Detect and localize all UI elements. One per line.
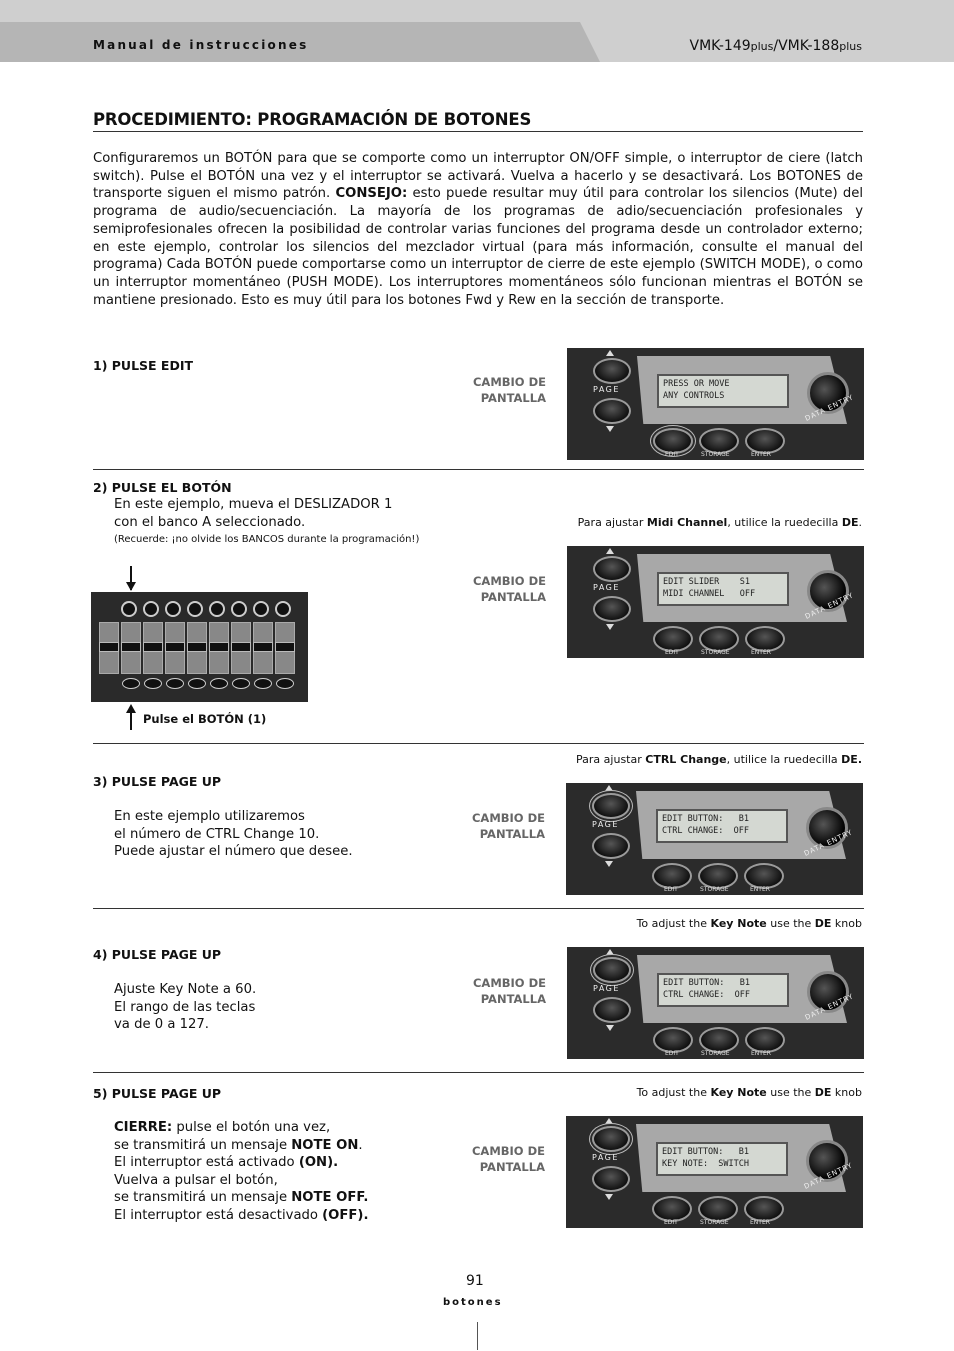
cambio-label-5: CAMBIO DE PANTALLA [471,1144,545,1174]
panel-3: PAGE EDIT BUTTON: B1 CTRL CHANGE: OFF DATA ENTRY EDIT STORAGE ENTER [566,783,863,895]
lcd-screen-5: EDIT BUTTON: B1 KEY NOTE: SWITCH [656,1142,788,1176]
step-2-note: (Recuerde: ¡no olvide los BANCOS durante la programación!) [114,534,420,545]
panel-1: PAGE PRESS OR MOVE ANY CONTROLS DATA ENTRY EDIT STORAGE ENTER [567,348,864,460]
panel-5: PAGE EDIT BUTTON: B1 KEY NOTE: SWITCH DATA ENTRY EDIT STORAGE ENTER [566,1116,863,1228]
manual-title: Manual de instrucciones [93,38,309,52]
step-5-hint: To adjust the Key Note use the DE knob [636,1086,862,1099]
intro-paragraph: Configuraremos un BOTÓN para que se comporte como un interruptor ON/OFF simple, o interruptor de ciere (latch switch). Pulse el BOTÓN una vez y el interruptor se activará. Vuelva a hacerlo y se desactivará. Los BOTONES de transporte siguen el mismo patrón. CONSEJO: esto puede resultar muy útil para controlar los silencios (Mute) del programa de audio/secuenciación. La mayoría de los programas de adio/secuenciación profesionales y semiprofesionales ofrecen la posibilidad de controlar varias funciones del programa desde un controlador externo; en este ejemplo, controlar los silencios del mezclador virtual (para más información, consulte el manual del programa) Cada BOTÓN puede comportarse como un interruptor de cierre de este ejemplo (SWITCH MODE), o como un interruptor momentáneo (PUSH MODE). Los interruptores momentáneos sólo funcionan mientras el BOTÓN se mantiene presionado. Esto es muy útil para los botones Fwd y Rew en la sección de transporte. [93,151,863,308]
step-4-desc: Ajuste Key Note a 60. El rango de las teclas va de 0 a 127. [114,982,257,1032]
step-1-title: 1) PULSE EDIT [93,358,194,373]
separator [93,743,864,744]
step-3-title: 3) PULSE PAGE UP [93,774,222,789]
cambio-label-3: CAMBIO DE PANTALLA [471,811,545,841]
panel-4: PAGE EDIT BUTTON: B1 CTRL CHANGE: OFF DATA ENTRY EDIT STORAGE ENTER [567,947,864,1059]
step-2-title: 2) PULSE EL BOTÓN [93,480,232,495]
lcd-screen-4: EDIT BUTTON: B1 CTRL CHANGE: OFF [657,973,789,1007]
slider-section-image [91,592,308,702]
lcd-screen-1: PRESS OR MOVE ANY CONTROLS [657,374,789,408]
step-2-hint: Para ajustar Midi Channel, utilice la ruedecilla DE. [577,516,862,529]
slider-caption: Pulse el BOTÓN (1) [143,712,267,726]
separator [93,1072,864,1073]
step-5-desc: CIERRE: pulse el botón una vez, se transmitirá un mensaje NOTE ON. El interruptor está activado (ON). Vuelva a pulsar el botón, se transmitirá un mensaje NOTE OFF. El interruptor está desactivado (OFF). [114,1120,369,1223]
step-4-hint: To adjust the Key Note use the DE knob [636,917,862,930]
footer-divider [477,1322,478,1350]
step-2-desc: En este ejemplo, mueva el DESLIZADOR 1 con el banco A seleccionado. [114,497,393,530]
lcd-screen-3: EDIT BUTTON: B1 CTRL CHANGE: OFF [656,809,788,843]
arrow-head-down-icon [126,582,136,591]
section-title: PROCEDIMIENTO: PROGRAMACIÓN DE BOTONES [93,110,863,132]
separator [93,469,864,470]
cambio-label-2: CAMBIO DE PANTALLA [472,574,546,604]
page-number: 91 [466,1273,484,1289]
step-5-title: 5) PULSE PAGE UP [93,1086,222,1101]
model-name: VMK-149plus/VMK-188plus [689,38,862,54]
separator [93,908,864,909]
cambio-label-1: CAMBIO DE PANTALLA [472,375,546,405]
arrow-up-icon [130,710,132,730]
panel-2: PAGE EDIT SLIDER S1 MIDI CHANNEL OFF DATA ENTRY EDIT STORAGE ENTER [567,546,864,658]
lcd-screen-2: EDIT SLIDER S1 MIDI CHANNEL OFF [657,572,789,606]
step-3-hint: Para ajustar CTRL Change, utilice la ruedecilla DE. [576,753,862,766]
footer-label: botones [443,1297,503,1308]
cambio-label-4: CAMBIO DE PANTALLA [472,976,546,1006]
step-3-desc: En este ejemplo utilizaremos el número de CTRL Change 10. Puede ajustar el número que desee. [114,809,353,859]
step-4-title: 4) PULSE PAGE UP [93,947,222,962]
